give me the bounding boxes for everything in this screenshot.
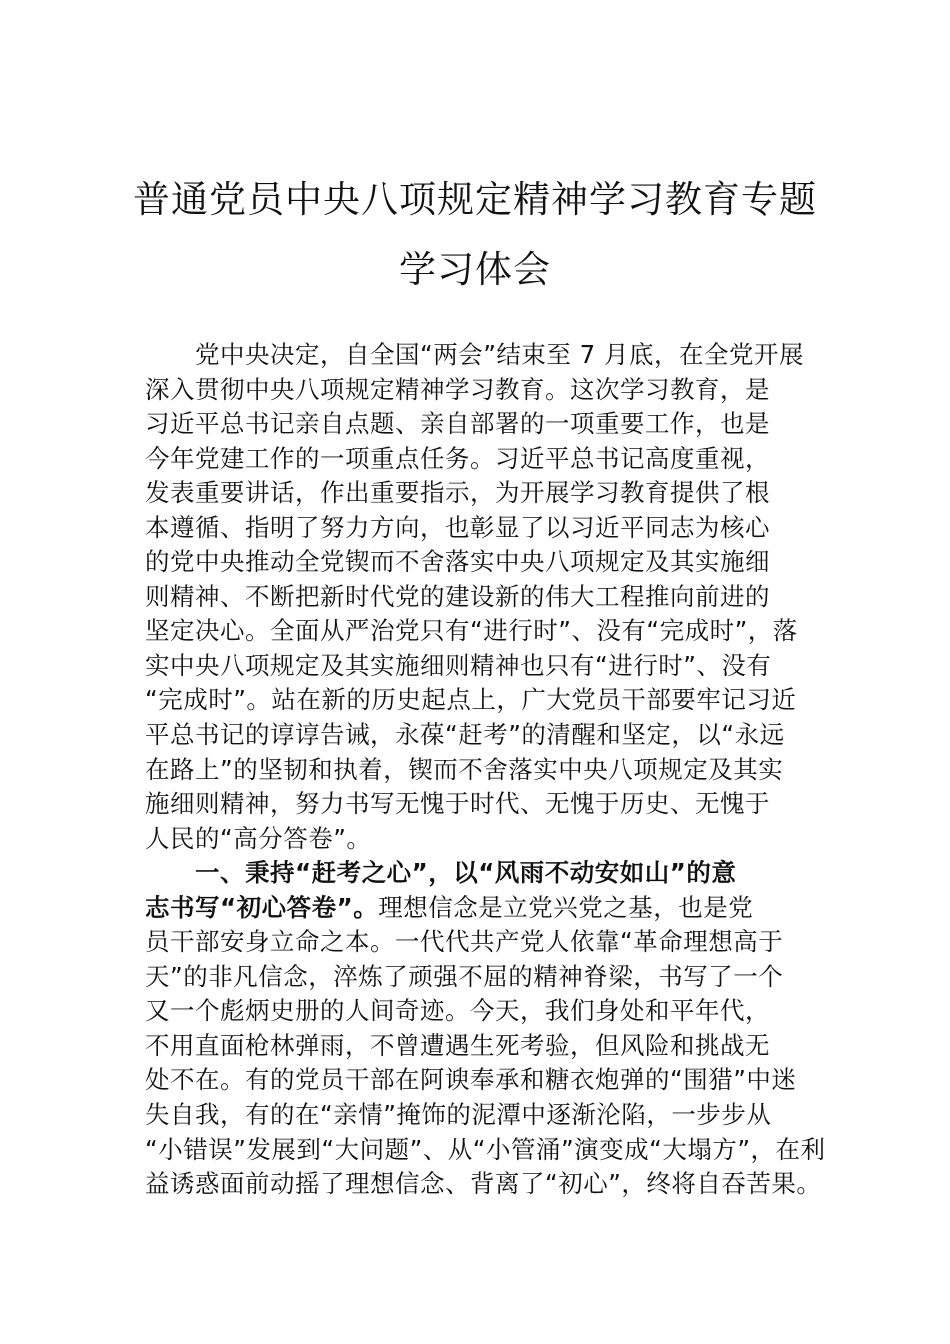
- paragraph-line: 失自我，有的在“亲情”掩饰的泥潭中逐渐沦陷，一步步从: [145, 1100, 772, 1130]
- paragraph-line: 在路上”的坚韧和执着，锲而不舍落实中央八项规定及其实: [145, 754, 784, 784]
- section-text: 理想信念是立党兴党之基，也是党: [378, 892, 754, 922]
- paragraph-line: 益诱惑面前动摇了理想信念、背离了“初心”，终将自吞苦果。: [145, 1169, 822, 1199]
- paragraph-line: 深入贯彻中央八项规定精神学习教育。这次学习教育，是: [145, 374, 770, 404]
- paragraph-line: 的党中央推动全党锲而不舍落实中央八项规定及其实施细: [145, 547, 770, 577]
- document-title-line-1: 普通党员中央八项规定精神学习教育专题: [133, 178, 817, 221]
- paragraph-line: 人民的“高分答卷”。: [145, 823, 372, 853]
- paragraph-line: 则精神、不断把新时代党的建设新的伟大工程推向前进的: [145, 581, 770, 611]
- paragraph-line: 施细则精神，努力书写无愧于时代、无愧于历史、无愧于: [145, 789, 770, 819]
- paragraph-line: “完成时”。站在新的历史起点上，广大党员干部要牢记习近: [145, 685, 797, 715]
- paragraph-line: 处不在。有的党员干部在阿谀奉承和糖衣炮弹的“围猎”中迷: [145, 1065, 797, 1095]
- paragraph-line: 员干部安身立命之本。一代代共产党人依靠“革命理想高于: [145, 927, 784, 957]
- section-heading-continuation: 志书写“初心答卷”。: [145, 892, 379, 922]
- paragraph-line: “小错误”发展到“大问题”、从“小管涌”演变成“大塌方”，在利: [145, 1134, 826, 1164]
- paragraph-line: 习近平总书记亲自点题、亲自部署的一项重要工作，也是: [145, 409, 770, 439]
- document-title-line-2: 学习体会: [399, 248, 551, 291]
- paragraph-line: 坚定决心。全面从严治党只有“进行时”、没有“完成时”，落: [145, 616, 798, 646]
- paragraph-line: 不用直面枪林弹雨，不曾遭遇生死考验，但风险和挑战无: [145, 1030, 770, 1060]
- paragraph-line: 实中央八项规定及其实施细则精神也只有“进行时”、没有: [145, 650, 772, 680]
- document-body: [145, 338, 835, 1202]
- section-first-line: [145, 891, 835, 926]
- section-heading-line: 一、秉持“赶考之心”，以“风雨不动安如山”的意: [195, 858, 737, 888]
- paragraph-line: 又一个彪炳史册的人间奇迹。今天，我们身处和平年代，: [145, 996, 770, 1026]
- paragraph-line: 本遵循、指明了努力方向，也彰显了以习近平同志为核心: [145, 512, 770, 542]
- paragraph-line: 天”的非凡信念，淬炼了顽强不屈的精神脊梁，书写了一个: [145, 961, 784, 991]
- paragraph-line: 平总书记的谆谆告诫，永葆“赶考”的清醒和坚定，以“永远: [145, 720, 785, 750]
- paragraph-line: 发表重要讲话，作出重要指示，为开展学习教育提供了根: [145, 478, 770, 508]
- paragraph-line: 党中央决定，自全国“两会”结束至 7 月底，在全党开展: [195, 340, 805, 369]
- paragraph-line: 今年党建工作的一项重点任务。习近平总书记高度重视，: [145, 443, 770, 473]
